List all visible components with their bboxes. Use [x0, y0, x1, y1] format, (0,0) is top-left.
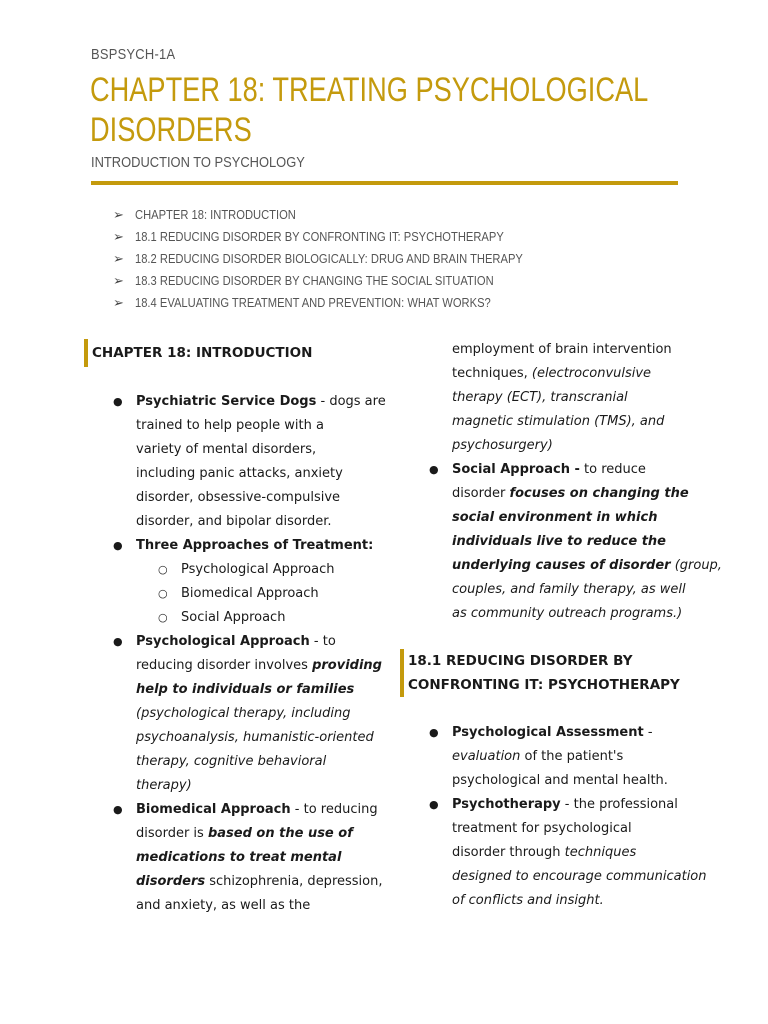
title-line-1: CHAPTER 18: TREATING PSYCHOLOGICAL [90, 71, 649, 109]
list-item-text: couples, and family therapy, as well [452, 582, 686, 597]
list-item-text: disorder is based on the use of [136, 826, 353, 841]
toc-item[interactable] [113, 270, 586, 292]
list-item-text: and anxiety, as well as the [136, 898, 311, 913]
list-item-text: therapy (ECT), transcranial [452, 390, 628, 405]
list-item-text: disorders schizophrenia, depression, [136, 874, 383, 889]
title-line-2: DISORDERS [90, 111, 252, 149]
heading-line: 18.1 REDUCING DISORDER BY [408, 653, 633, 669]
bullet-icon: ● [429, 463, 439, 476]
list-item-text: including panic attacks, anxiety [136, 466, 343, 481]
bullet-icon: ● [113, 539, 123, 552]
toc-item[interactable] [113, 248, 586, 270]
list-item-text: variety of mental disorders, [136, 442, 317, 457]
circle-bullet-icon: ○ [158, 611, 168, 624]
list-item-text: Psychological Assessment - [452, 725, 653, 740]
section-heading-18-1 [400, 649, 680, 697]
list-item-text: as community outreach programs.) [452, 606, 683, 621]
list-item-text: employment of brain intervention [452, 342, 672, 357]
toc-item-label: 18.3 REDUCING DISORDER BY CHANGING THE SOCIAL SITUATION [135, 273, 494, 288]
arrow-bullet-icon: ➢ [113, 207, 124, 222]
list-item-text: designed to encourage communication [452, 869, 707, 884]
toc-item[interactable] [113, 204, 586, 226]
list-item-text: individuals live to reduce the [452, 534, 666, 549]
bullet-icon: ● [113, 803, 123, 816]
list-item-text: disorder through techniques [452, 845, 637, 860]
list-item-text: disorder, obsessive-compulsive [136, 490, 341, 505]
list-item-text: Psychotherapy - the professional [452, 797, 678, 812]
table-of-contents [113, 204, 586, 314]
heading-line: CONFRONTING IT: PSYCHOTHERAPY [408, 677, 680, 693]
bullet-icon: ● [429, 726, 439, 739]
page-title [90, 70, 650, 150]
list-item-text: treatment for psychological [452, 821, 632, 836]
list-item-text: evaluation of the patient's [452, 749, 624, 764]
list-item-text: Three Approaches of Treatment: [136, 538, 374, 553]
arrow-bullet-icon: ➢ [113, 229, 124, 244]
sub-list-item: Psychological Approach [181, 562, 335, 577]
list-item-text: therapy) [136, 778, 192, 793]
list-item-text: Social Approach - to reduce [452, 462, 646, 477]
arrow-bullet-icon: ➢ [113, 251, 124, 266]
list-item-text: disorder focuses on changing the [452, 486, 689, 501]
sub-list-item: Social Approach [181, 610, 286, 625]
title-rule [91, 181, 678, 185]
arrow-bullet-icon: ➢ [113, 273, 124, 288]
list-item-text: Psychological Approach - to [136, 634, 336, 649]
list-item-text: (psychological therapy, including [136, 706, 351, 721]
circle-bullet-icon: ○ [158, 587, 168, 600]
sub-list-item: Biomedical Approach [181, 586, 319, 601]
list-item-text: help to individuals or families [136, 682, 355, 697]
toc-item[interactable] [113, 226, 586, 248]
list-item-text: Psychiatric Service Dogs - dogs are [136, 394, 386, 409]
bullet-icon: ● [113, 395, 123, 408]
arrow-bullet-icon: ➢ [113, 295, 124, 310]
circle-bullet-icon: ○ [158, 563, 168, 576]
list-item-text: magnetic stimulation (TMS), and [452, 414, 665, 429]
toc-item-label: 18.2 REDUCING DISORDER BIOLOGICALLY: DRUG AND BRAIN THERAPY [135, 251, 523, 266]
list-item-text: trained to help people with a [136, 418, 324, 433]
toc-item-label: 18.1 REDUCING DISORDER BY CONFRONTING IT: PSYCHOTHERAPY [135, 229, 504, 244]
toc-item[interactable] [113, 292, 586, 314]
list-item-text: therapy, cognitive behavioral [136, 754, 327, 769]
list-item-text: medications to treat mental [136, 850, 342, 865]
list-item-text: psychological and mental health. [452, 773, 668, 788]
list-item-text: social environment in which [452, 510, 658, 525]
list-item-text: psychoanalysis, humanistic-oriented [136, 730, 374, 745]
list-item-text: of conflicts and insight. [452, 893, 604, 908]
list-item-text: techniques, (electroconvulsive [452, 366, 652, 381]
toc-item-label: CHAPTER 18: INTRODUCTION [135, 207, 296, 222]
list-item-text: disorder, and bipolar disorder. [136, 514, 332, 529]
bullet-icon: ● [429, 798, 439, 811]
list-item-text: psychosurgery) [452, 438, 553, 453]
course-code: BSPSYCH-1A [91, 46, 176, 63]
page-subtitle: INTRODUCTION TO PSYCHOLOGY [91, 154, 305, 171]
bullet-icon: ● [113, 635, 123, 648]
list-item-text: underlying causes of disorder (group, [452, 558, 722, 573]
section-heading-introduction: CHAPTER 18: INTRODUCTION [84, 339, 312, 367]
list-item-text: Biomedical Approach - to reducing [136, 802, 378, 817]
list-item-text: reducing disorder involves providing [136, 658, 382, 673]
toc-item-label: 18.4 EVALUATING TREATMENT AND PREVENTION: WHAT WORKS? [135, 295, 491, 310]
